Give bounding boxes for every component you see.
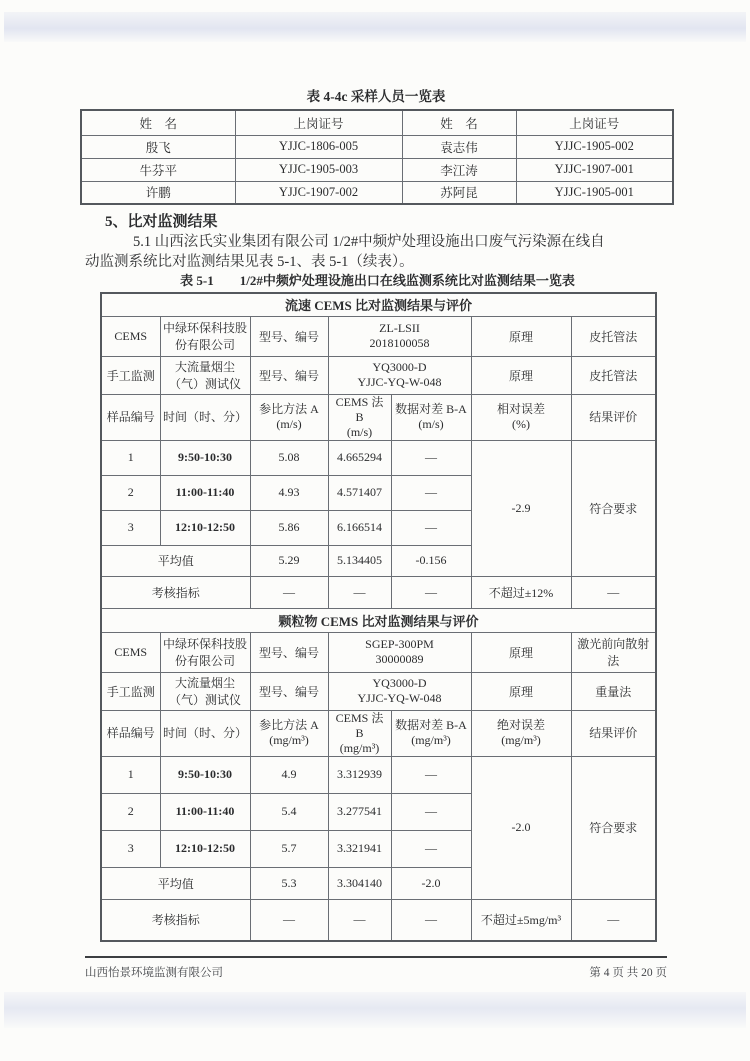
- col-pair-diff: 数据对差 B-A (m/s): [391, 394, 471, 440]
- assessment-ref: —: [250, 899, 328, 941]
- model-value: [328, 632, 471, 672]
- personnel-row: [81, 158, 673, 181]
- personnel-header-row: [81, 110, 673, 135]
- assessment-criterion: 不超过±5mg/m³: [471, 899, 571, 941]
- assessment-row: [101, 899, 656, 941]
- sample-time: 9:50-10:30: [160, 440, 250, 475]
- assessment-diff: —: [391, 576, 471, 608]
- scan-artifact-bottom: [4, 992, 746, 1028]
- assessment-label: 考核指标: [101, 899, 250, 941]
- ref-value: 4.93: [250, 475, 328, 510]
- model-line-1: SGEP-300PM: [365, 637, 434, 651]
- model-value: [328, 356, 471, 394]
- model-line-2: 2018100058: [369, 336, 430, 350]
- sample-no: 1: [101, 756, 160, 793]
- assessment-row: [101, 576, 656, 608]
- person-name: 袁志伟: [402, 135, 516, 158]
- sample-no: 3: [101, 510, 160, 545]
- model-label: 型号、编号: [250, 632, 328, 672]
- model-line-2: YJJC-YQ-W-048: [357, 375, 442, 389]
- col-ref-method: 参比方法 A (mg/m³): [250, 710, 328, 756]
- person-name: 牛芬平: [81, 158, 235, 181]
- person-cert: YJJC-1905-003: [235, 158, 402, 181]
- col-result: 结果评价: [571, 394, 656, 440]
- person-name: 苏阿昆: [402, 181, 516, 204]
- cems-label: CEMS: [101, 632, 160, 672]
- particulate-section-title: 颗粒物 CEMS 比对监测结果与评价: [101, 608, 656, 632]
- col-pair-diff: 数据对差 B-A (mg/m³): [391, 710, 471, 756]
- person-cert: YJJC-1905-002: [516, 135, 673, 158]
- col-sample-no: 样品编号: [101, 710, 160, 756]
- model-value: [328, 316, 471, 356]
- pair-diff-value: —: [391, 440, 471, 475]
- data-row: [101, 440, 656, 475]
- assessment-cems: —: [328, 899, 391, 941]
- col-error: 绝对误差 (mg/m³): [471, 710, 571, 756]
- pair-diff-value: —: [391, 510, 471, 545]
- cems-label: CEMS: [101, 316, 160, 356]
- col-ref-method: 参比方法 A (m/s): [250, 394, 328, 440]
- model-label: 型号、编号: [250, 672, 328, 710]
- cems-comparison-table: [100, 292, 657, 942]
- col-time: 时间（时、分）: [160, 710, 250, 756]
- sample-time: 9:50-10:30: [160, 756, 250, 793]
- header-name-1: 姓 名: [81, 110, 235, 135]
- model-value: [328, 672, 471, 710]
- principle-value: 重量法: [571, 672, 656, 710]
- principle-label: 原理: [471, 632, 571, 672]
- model-label: 型号、编号: [250, 356, 328, 394]
- col-cems-method: CEMS 法 B (mg/m³): [328, 710, 391, 756]
- person-cert: YJJC-1905-001: [516, 181, 673, 204]
- manual-info-row: [101, 356, 656, 394]
- column-header-row: [101, 710, 656, 756]
- velocity-section: [101, 293, 656, 608]
- cems-table-caption: 表 5-1 1/2#中频炉处理设施出口在线监测系统比对监测结果一览表: [180, 273, 575, 288]
- average-label: 平均值: [101, 867, 250, 899]
- principle-value: 皮托管法: [571, 356, 656, 394]
- average-diff: -0.156: [391, 545, 471, 576]
- ref-value: 5.4: [250, 793, 328, 830]
- assessment-ref: —: [250, 576, 328, 608]
- model-line-1: ZL-LSII: [379, 321, 420, 335]
- paragraph-line-1: 5.1 山西泫氏实业集团有限公司 1/2#中频炉处理设施出口废气污染源在线自: [133, 234, 605, 250]
- particulate-section: [101, 608, 656, 941]
- cems-value: 4.665294: [328, 440, 391, 475]
- col-cems-method: CEMS 法 B (m/s): [328, 394, 391, 440]
- pair-diff-value: —: [391, 475, 471, 510]
- cems-org: 中绿环保科技股份有限公司: [160, 632, 250, 672]
- relative-error-value: -2.9: [471, 440, 571, 576]
- ref-value: 5.7: [250, 830, 328, 867]
- person-name: 许鹏: [81, 181, 235, 204]
- average-label: 平均值: [101, 545, 250, 576]
- cems-info-row: [101, 316, 656, 356]
- sample-no: 1: [101, 440, 160, 475]
- person-cert: YJJC-1806-005: [235, 135, 402, 158]
- assessment-label: 考核指标: [101, 576, 250, 608]
- col-sample-no: 样品编号: [101, 394, 160, 440]
- assessment-result: —: [571, 576, 656, 608]
- assessment-cems: —: [328, 576, 391, 608]
- scan-artifact-top: [4, 12, 746, 42]
- column-header-row: [101, 394, 656, 440]
- sample-time: 11:00-11:40: [160, 475, 250, 510]
- cems-org: 中绿环保科技股份有限公司: [160, 316, 250, 356]
- velocity-title-row: [101, 293, 656, 316]
- cems-info-row: [101, 632, 656, 672]
- personnel-table-title: 表 4-4c 采样人员一览表: [306, 89, 446, 104]
- footer-company: 山西怡景环境监测有限公司: [85, 967, 223, 979]
- model-line-1: YQ3000-D: [372, 360, 427, 374]
- header-name-2: 姓 名: [402, 110, 516, 135]
- model-line-2: 30000089: [375, 652, 424, 666]
- pair-diff-value: —: [391, 756, 471, 793]
- velocity-section-title: 流速 CEMS 比对监测结果与评价: [101, 293, 656, 316]
- personnel-row: [81, 181, 673, 204]
- manual-label: 手工监测: [101, 672, 160, 710]
- data-row: [101, 756, 656, 793]
- page-footer: [85, 956, 667, 980]
- cems-value: 3.321941: [328, 830, 391, 867]
- result-evaluation: 符合要求: [571, 440, 656, 576]
- manual-device: 大流量烟尘（气）测试仪: [160, 356, 250, 394]
- average-cems: 3.304140: [328, 867, 391, 899]
- ref-value: 5.86: [250, 510, 328, 545]
- assessment-criterion: 不超过±12%: [471, 576, 571, 608]
- model-line-2: YJJC-YQ-W-048: [357, 691, 442, 705]
- sample-time: 12:10-12:50: [160, 510, 250, 545]
- cems-value: 4.571407: [328, 475, 391, 510]
- average-ref: 5.3: [250, 867, 328, 899]
- footer-page-number: 第 4 页 共 20 页: [589, 967, 667, 979]
- person-cert: YJJC-1907-002: [235, 181, 402, 204]
- col-result: 结果评价: [571, 710, 656, 756]
- col-error: 相对误差 (%): [471, 394, 571, 440]
- manual-device: 大流量烟尘（气）测试仪: [160, 672, 250, 710]
- col-time: 时间（时、分）: [160, 394, 250, 440]
- model-label: 型号、编号: [250, 316, 328, 356]
- section-heading: 5、比对监测结果: [105, 214, 218, 230]
- cems-value: 3.312939: [328, 756, 391, 793]
- sample-no: 3: [101, 830, 160, 867]
- result-evaluation: 符合要求: [571, 756, 656, 899]
- person-name: 殷飞: [81, 135, 235, 158]
- sample-no: 2: [101, 793, 160, 830]
- model-line-1: YQ3000-D: [372, 676, 427, 690]
- assessment-result: —: [571, 899, 656, 941]
- particulate-title-row: [101, 608, 656, 632]
- manual-label: 手工监测: [101, 356, 160, 394]
- sample-time: 12:10-12:50: [160, 830, 250, 867]
- principle-value: 皮托管法: [571, 316, 656, 356]
- average-diff: -2.0: [391, 867, 471, 899]
- person-name: 李江涛: [402, 158, 516, 181]
- principle-label: 原理: [471, 316, 571, 356]
- manual-info-row: [101, 672, 656, 710]
- ref-value: 4.9: [250, 756, 328, 793]
- pair-diff-value: —: [391, 830, 471, 867]
- person-cert: YJJC-1907-001: [516, 158, 673, 181]
- ref-value: 5.08: [250, 440, 328, 475]
- sample-no: 2: [101, 475, 160, 510]
- principle-label: 原理: [471, 672, 571, 710]
- personnel-row: [81, 135, 673, 158]
- principle-label: 原理: [471, 356, 571, 394]
- cems-value: 3.277541: [328, 793, 391, 830]
- sample-time: 11:00-11:40: [160, 793, 250, 830]
- average-ref: 5.29: [250, 545, 328, 576]
- personnel-table: [80, 109, 674, 205]
- assessment-diff: —: [391, 899, 471, 941]
- pair-diff-value: —: [391, 793, 471, 830]
- absolute-error-value: -2.0: [471, 756, 571, 899]
- average-cems: 5.134405: [328, 545, 391, 576]
- principle-value: 激光前向散射法: [571, 632, 656, 672]
- header-cert-2: 上岗证号: [516, 110, 673, 135]
- paragraph-line-2: 动监测系统比对监测结果见表 5-1、表 5-1（续表）。: [85, 254, 414, 270]
- header-cert-1: 上岗证号: [235, 110, 402, 135]
- cems-value: 6.166514: [328, 510, 391, 545]
